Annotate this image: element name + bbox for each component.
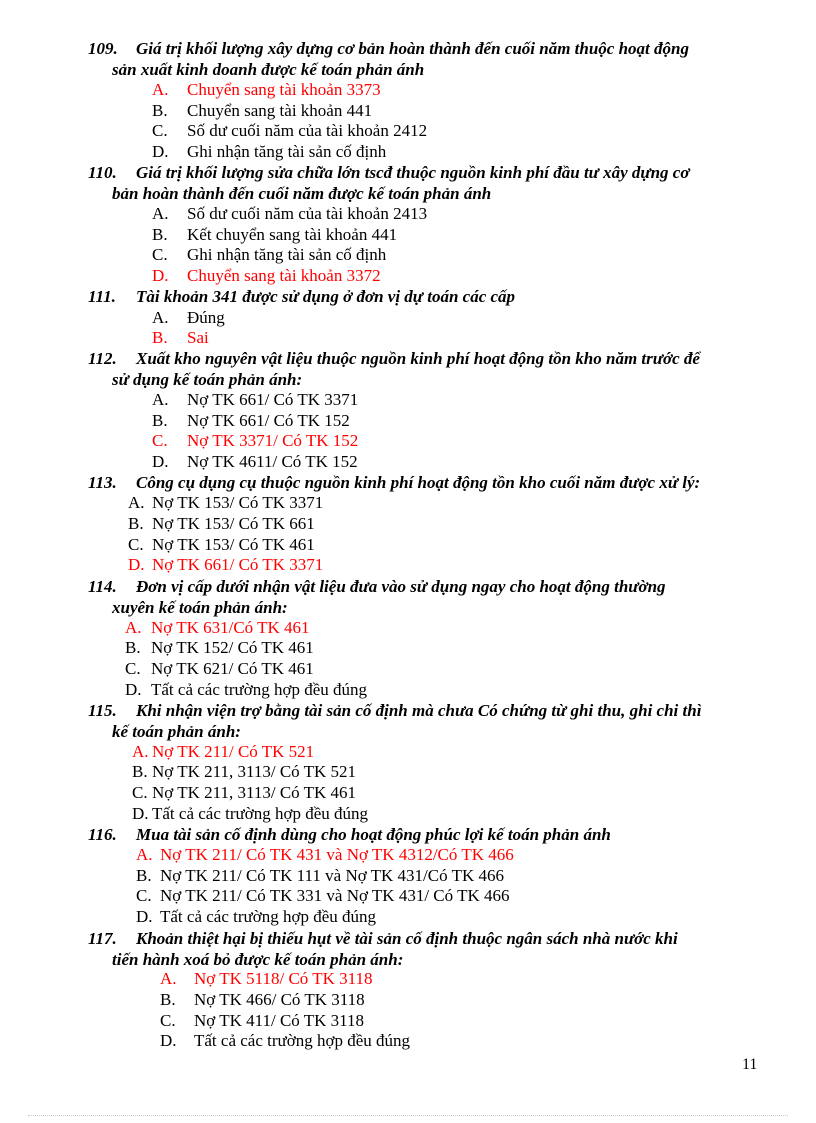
question-112 — [88, 349, 788, 390]
option-b: B. Nợ TK 211/ Có TK 111 và Nợ TK 431/Có TK 466 — [136, 866, 504, 885]
option-b: B. Nợ TK 661/ Có TK 152 — [152, 411, 350, 430]
page-number: 11 — [742, 1056, 758, 1073]
question-text: Giá trị khối lượng xây dựng cơ bản hoàn thành đến cuối năm thuộc hoạt động — [136, 39, 689, 58]
option-a: A. Nợ TK 211/ Có TK 431 và Nợ TK 4312/Có TK 466 — [136, 845, 514, 864]
option-c: C. Nợ TK 3371/ Có TK 152 — [152, 431, 359, 450]
question-number: 113. — [88, 473, 117, 492]
option-b: B. Kết chuyển sang tài khoản 441 — [152, 225, 398, 244]
question-number: 115. — [88, 701, 117, 720]
option-c: C. Nợ TK 153/ Có TK 461 — [128, 535, 315, 554]
question-text: Đơn vị cấp dưới nhận vật liệu đưa vào sử dụng ngay cho hoạt động thường — [136, 577, 666, 596]
question-text: Khoản thiệt hại bị thiếu hụt về tài sản cố định thuộc ngân sách nhà nước khi — [136, 929, 678, 948]
option-d: D. Tất cả các trường hợp đều đúng — [160, 1031, 411, 1050]
option-d: D. Tất cả các trường hợp đều đúng — [132, 804, 369, 823]
option-c: C. Nợ TK 211, 3113/ Có TK 461 — [132, 783, 357, 802]
option-b: B. Nợ TK 152/ Có TK 461 — [125, 638, 314, 657]
option-d: D. Chuyển sang tài khoản 3372 — [152, 266, 381, 285]
option-b: B. Nợ TK 153/ Có TK 661 — [128, 514, 315, 533]
question-text-cont: tiến hành xoá bỏ được kế toán phản ánh: — [112, 949, 404, 969]
question-text-cont: sử dụng kế toán phản ánh: — [112, 369, 303, 389]
option-b: B. Sai — [152, 328, 209, 347]
question-number: 109. — [88, 39, 118, 58]
question-number: 117. — [88, 929, 117, 948]
question-text: Giá trị khối lượng sửa chữa lớn tscđ thuộc nguồn kinh phí đầu tư xây dựng cơ — [136, 163, 690, 182]
option-b: B. Nợ TK 211, 3113/ Có TK 521 — [132, 762, 357, 781]
option-d: D. Nợ TK 661/ Có TK 3371 — [128, 555, 324, 574]
option-a: A. Nợ TK 631/Có TK 461 — [125, 618, 310, 637]
option-a: A. Số dư cuối năm của tài khoản 2413 — [152, 204, 428, 223]
question-text: Xuất kho nguyên vật liệu thuộc nguồn kinh phí hoạt động tồn kho năm trước để — [136, 349, 700, 368]
question-111 — [88, 287, 788, 308]
question-116 — [88, 825, 788, 846]
option-a: A. Nợ TK 661/ Có TK 3371 — [152, 390, 359, 409]
option-c: C. Nợ TK 411/ Có TK 3118 — [160, 1011, 365, 1030]
option-d: D. Nợ TK 4611/ Có TK 152 — [152, 452, 358, 471]
question-text: Công cụ dụng cụ thuộc nguồn kinh phí hoạt động tồn kho cuối năm được xử lý: — [136, 473, 701, 492]
option-a: A. Nợ TK 5118/ Có TK 3118 — [160, 969, 373, 988]
question-114 — [88, 577, 788, 618]
question-109 — [88, 39, 788, 80]
option-b: B. Nợ TK 466/ Có TK 3118 — [160, 990, 365, 1009]
option-d: D. Tất cả các trường hợp đều đúng — [136, 907, 377, 926]
question-text-cont: sản xuất kinh doanh được kế toán phản ánh — [112, 59, 425, 79]
option-c: C. Nợ TK 211/ Có TK 331 và Nợ TK 431/ Có TK 466 — [136, 886, 510, 905]
question-text-cont: kế toán phản ánh: — [112, 721, 241, 741]
question-text: Khi nhận viện trợ bằng tài sản cố định mà chưa Có chứng từ ghi thu, ghi chi thì — [136, 701, 702, 720]
option-a: A. Nợ TK 211/ Có TK 521 — [132, 742, 315, 761]
question-117 — [88, 929, 788, 970]
question-113 — [88, 473, 798, 494]
option-d: D. Ghi nhận tăng tài sản cố định — [152, 142, 387, 161]
question-text-cont: xuyên kế toán phản ánh: — [112, 597, 288, 617]
question-text-cont: bản hoàn thành đến cuối năm được kế toán phản ánh — [112, 183, 492, 203]
question-number: 110. — [88, 163, 117, 182]
question-number: 116. — [88, 825, 117, 844]
option-d: D. Tất cả các trường hợp đều đúng — [125, 680, 368, 699]
question-110 — [88, 163, 788, 204]
question-text: Tài khoản 341 được sử dụng ở đơn vị dự toán các cấp — [136, 287, 516, 306]
question-text: Mua tài sản cố định dùng cho hoạt động phúc lợi kế toán phản ánh — [136, 825, 611, 844]
page-footer-divider — [28, 1115, 788, 1116]
question-number: 112. — [88, 349, 117, 368]
option-c: C. Ghi nhận tăng tài sản cố định — [152, 245, 387, 264]
option-a: A. Đúng — [152, 308, 225, 327]
option-c: C. Số dư cuối năm của tài khoản 2412 — [152, 121, 428, 140]
option-a: A. Chuyển sang tài khoản 3373 — [152, 80, 381, 99]
option-b: B. Chuyển sang tài khoản 441 — [152, 101, 373, 120]
option-a: A. Nợ TK 153/ Có TK 3371 — [128, 493, 324, 512]
option-c: C. Nợ TK 621/ Có TK 461 — [125, 659, 314, 678]
question-number: 114. — [88, 577, 117, 596]
question-115 — [88, 701, 788, 742]
question-number: 111. — [88, 287, 116, 306]
